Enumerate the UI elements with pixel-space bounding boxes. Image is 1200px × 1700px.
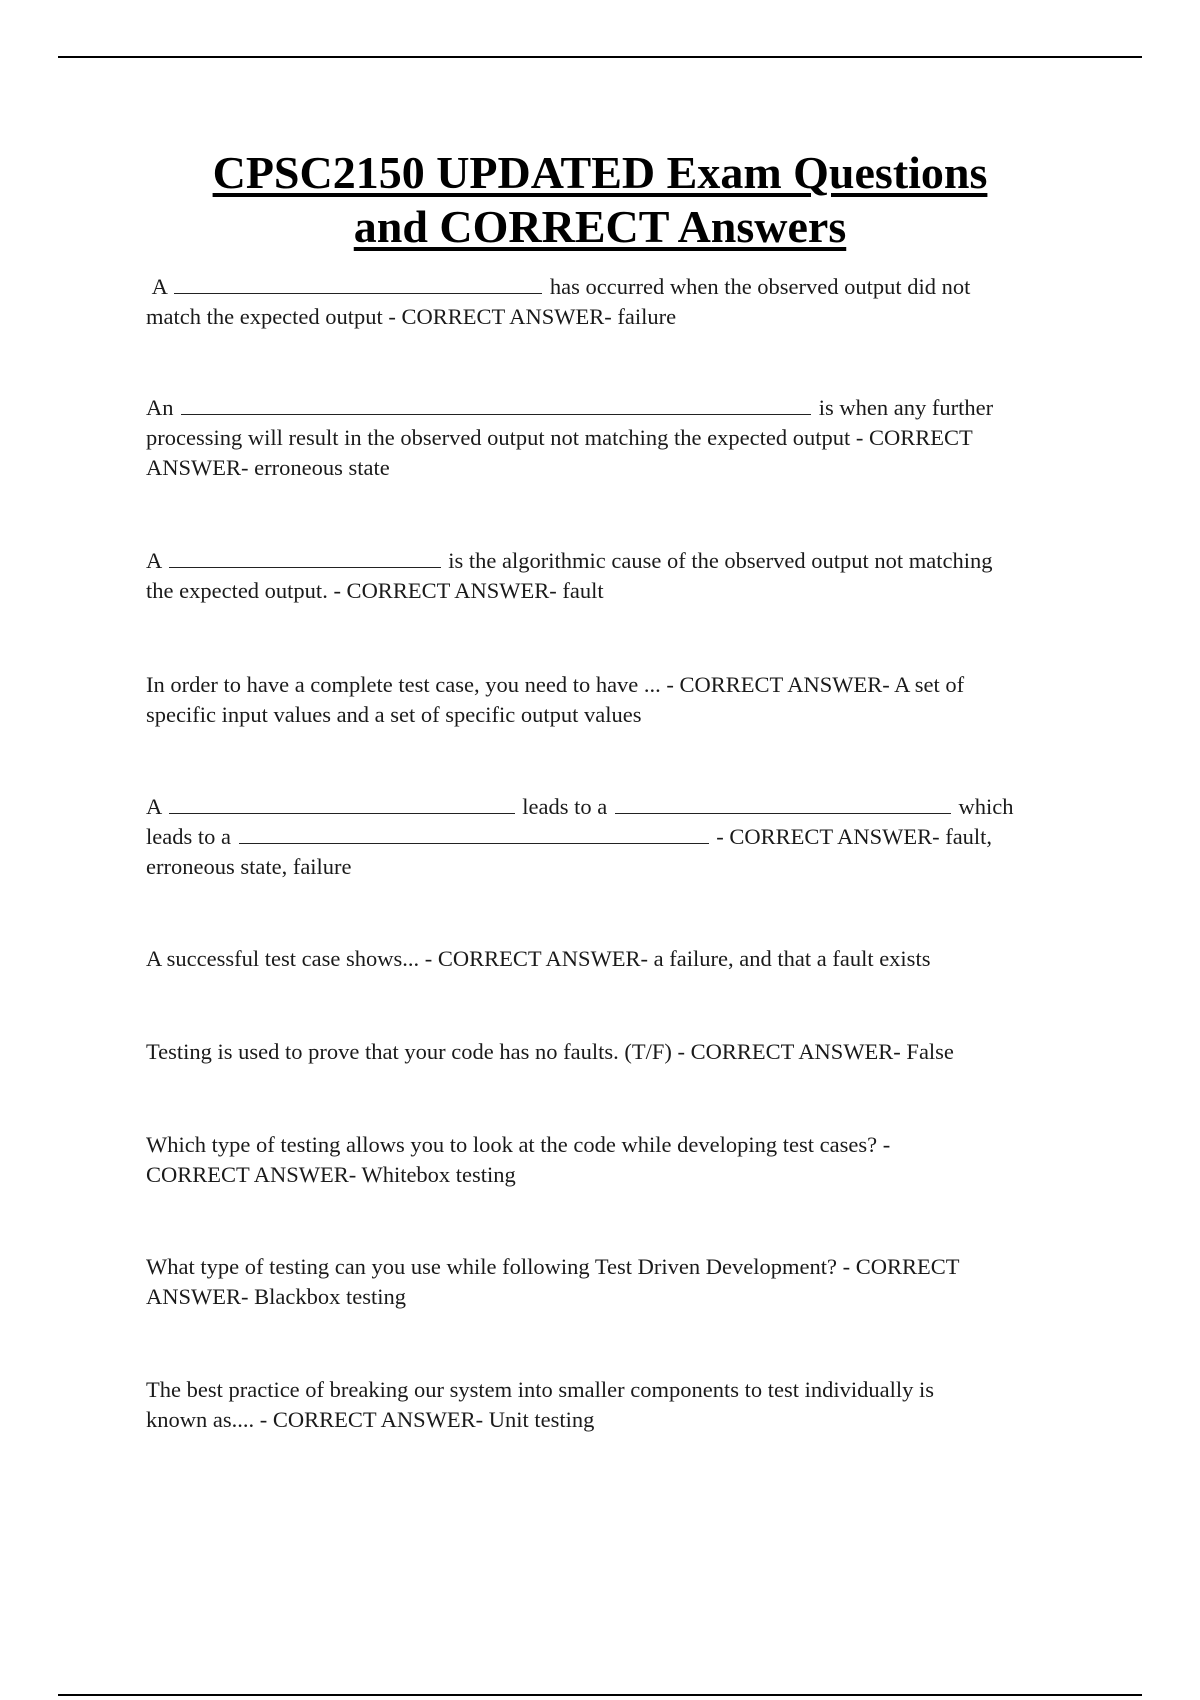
q3-blank	[169, 549, 441, 568]
question-7	[146, 1037, 1046, 1067]
q8-text: Which type of testing allows you to look at the code while developing test cases? -	[146, 1132, 891, 1157]
q1-blank	[174, 275, 542, 294]
bottom-rule	[58, 1694, 1142, 1696]
q5-text-2: which	[958, 794, 1014, 819]
q4-text: In order to have a complete test case, you need to have ... - CORRECT ANSWER- A set of	[146, 672, 965, 697]
q3-lead: A	[146, 548, 162, 573]
q2-text: is when any further	[818, 395, 994, 420]
question-3	[146, 546, 1046, 606]
question-8	[146, 1130, 1046, 1190]
q2-blank	[181, 396, 811, 415]
q2-text-2: processing will result in the observed output not matching the expected output - CORRECT	[146, 425, 973, 450]
q8-answer: CORRECT ANSWER- Whitebox testing	[146, 1162, 516, 1187]
page-title	[100, 146, 1100, 254]
q5-text-1: leads to a	[522, 794, 608, 819]
q5-answer: erroneous state, failure	[146, 854, 352, 879]
q10-text: The best practice of breaking our system into smaller components to test individually is	[146, 1377, 934, 1402]
q4-answer: specific input values and a set of specific output values	[146, 702, 642, 727]
q5-text-3: leads to a	[146, 824, 231, 849]
title-line-1: CPSC2150 UPDATED Exam Questions	[212, 147, 988, 198]
q7-text: Testing is used to prove that your code has no faults. (T/F) - CORRECT ANSWER- False	[146, 1039, 954, 1064]
q6-text: A successful test case shows... - CORRECT ANSWER- a failure, and that a fault exists	[146, 946, 931, 971]
q9-text: What type of testing can you use while following Test Driven Development? - CORRECT	[146, 1254, 960, 1279]
q9-answer: ANSWER- Blackbox testing	[146, 1284, 406, 1309]
question-1	[146, 272, 1046, 332]
question-2	[146, 393, 1046, 483]
question-10	[146, 1375, 1046, 1435]
q3-text: is the algorithmic cause of the observed output not matching	[448, 548, 993, 573]
question-9	[146, 1252, 1046, 1312]
q3-answer: the expected output. - CORRECT ANSWER- fault	[146, 578, 604, 603]
q5-text-4: - CORRECT ANSWER- fault,	[716, 824, 993, 849]
top-rule	[58, 56, 1142, 58]
q2-lead: An	[146, 395, 174, 420]
q1-lead: A	[151, 274, 167, 299]
q2-answer: ANSWER- erroneous state	[146, 455, 390, 480]
q5-blank-2	[615, 795, 951, 814]
q1-answer: match the expected output - CORRECT ANSWER- failure	[146, 304, 677, 329]
q5-blank-1	[169, 795, 515, 814]
title-line-2: and CORRECT Answers	[353, 201, 847, 252]
q5-blank-3	[239, 825, 709, 844]
question-4	[146, 670, 1046, 730]
q5-lead: A	[146, 794, 162, 819]
question-6	[146, 944, 1046, 974]
q1-text: has occurred when the observed output did not	[549, 274, 971, 299]
question-5	[146, 792, 1046, 882]
q10-answer: known as.... - CORRECT ANSWER- Unit testing	[146, 1407, 595, 1432]
